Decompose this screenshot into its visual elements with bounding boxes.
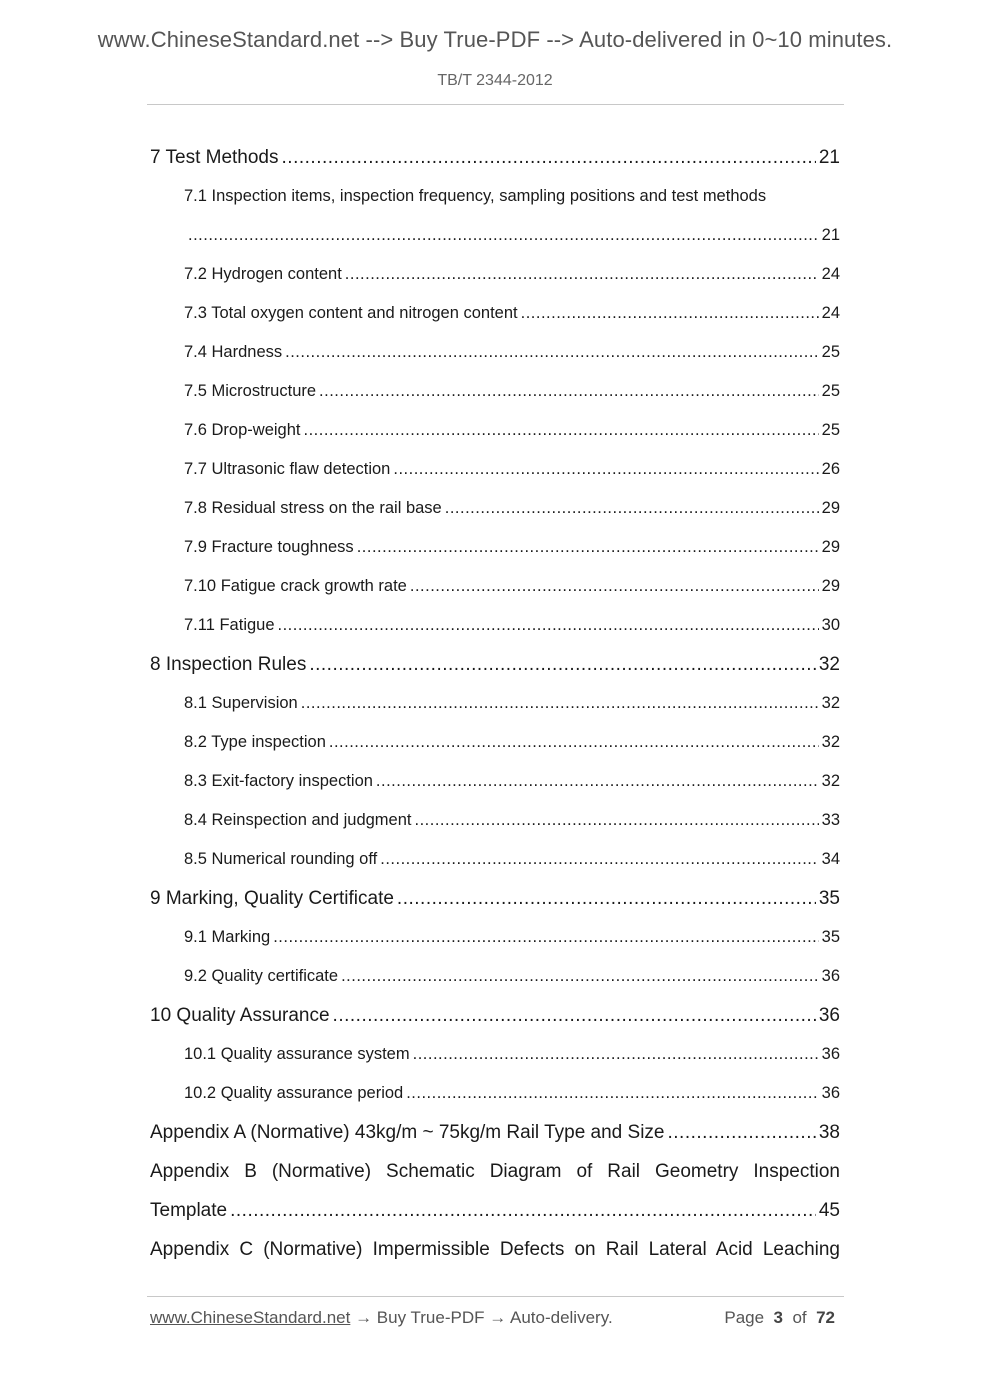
toc-entry[interactable]: 7.3 Total oxygen content and nitrogen content ..... 24 (150, 294, 840, 333)
standard-number: TB/T 2344-2012 (437, 72, 553, 89)
leader-dots (521, 294, 819, 333)
leader-dots (278, 606, 819, 645)
toc-entry[interactable]: 7.9 Fracture toughness ..... 29 (150, 528, 840, 567)
toc-entry[interactable]: 8.2 Type inspection ..... 32 (150, 723, 840, 762)
leader-dots (301, 684, 819, 723)
toc-entry[interactable]: Appendix A (Normative) 43kg/m ~ 75kg/m Rail Type and Size ..... 38 (150, 1113, 840, 1152)
toc-entry[interactable]: 7.5 Microstructure ..... 25 (150, 372, 840, 411)
leader-dots (380, 840, 818, 879)
leader-dots (376, 762, 819, 801)
toc-entry[interactable]: 7 Test Methods ..... 21 (150, 138, 840, 177)
header-banner: www.ChineseStandard.net --> Buy True-PDF --> Auto-delivered in 0~10 minutes. (97, 27, 893, 52)
leader-dots (406, 1074, 818, 1113)
toc-entry[interactable]: 9.1 Marking ..... 35 (150, 918, 840, 957)
leader-dots (413, 1035, 819, 1074)
leader-dots (188, 216, 819, 255)
toc-entry[interactable]: 7.4 Hardness ..... 25 (150, 333, 840, 372)
total-pages: 72 (816, 1308, 835, 1327)
leader-dots (357, 528, 819, 567)
toc-entry[interactable]: 9 Marking, Quality Certificate ..... 35 (150, 879, 840, 918)
toc-entry-continuation[interactable]: ..... 21 (150, 216, 840, 255)
leader-dots (410, 567, 819, 606)
leader-dots (397, 879, 816, 918)
footer-divider (147, 1296, 844, 1297)
current-page: 3 (773, 1308, 783, 1327)
toc-entry[interactable]: 7.2 Hydrogen content ..... 24 (150, 255, 840, 294)
leader-dots (445, 489, 819, 528)
page-footer (150, 1308, 835, 1328)
toc-entry[interactable]: 7.11 Fatigue ..... 30 (150, 606, 840, 645)
page-indicator: Page 3 of 72 (724, 1308, 835, 1327)
toc-entry[interactable]: 8 Inspection Rules ..... 32 (150, 645, 840, 684)
leader-dots (230, 1191, 816, 1230)
leader-dots (668, 1113, 816, 1152)
toc-entry[interactable]: 10 Quality Assurance ..... 36 (150, 996, 840, 1035)
leader-dots (329, 723, 819, 762)
table-of-contents (150, 138, 840, 1269)
toc-entry[interactable]: 7.6 Drop-weight ..... 25 (150, 411, 840, 450)
leader-dots (303, 411, 818, 450)
toc-entry[interactable]: 7.8 Residual stress on the rail base ..... 29 (150, 489, 840, 528)
header-divider (147, 104, 844, 105)
toc-entry[interactable]: 10.1 Quality assurance system ..... 36 (150, 1035, 840, 1074)
leader-dots (282, 138, 816, 177)
toc-entry[interactable]: 7.7 Ultrasonic flaw detection ..... 26 (150, 450, 840, 489)
leader-dots (393, 450, 818, 489)
toc-entry[interactable]: Appendix C (Normative) Impermissible Defects on Rail Lateral Acid Leaching (150, 1239, 840, 1260)
footer-links-text: → Buy True-PDF → Auto-delivery. (350, 1308, 613, 1327)
leader-dots (341, 957, 819, 996)
toc-entry-continuation[interactable]: Template ..... 45 (150, 1191, 840, 1230)
toc-entry[interactable]: 8.4 Reinspection and judgment ..... 33 (150, 801, 840, 840)
leader-dots (333, 996, 816, 1035)
toc-entry[interactable]: 8.5 Numerical rounding off ..... 34 (150, 840, 840, 879)
leader-dots (273, 918, 818, 957)
toc-entry[interactable]: 8.1 Supervision ..... 32 (150, 684, 840, 723)
footer-links (150, 1308, 613, 1328)
leader-dots (415, 801, 819, 840)
toc-entry[interactable]: 9.2 Quality certificate ..... 36 (150, 957, 840, 996)
leader-dots (309, 645, 816, 684)
toc-entry[interactable]: 7.10 Fatigue crack growth rate ..... 29 (150, 567, 840, 606)
leader-dots (285, 333, 819, 372)
toc-entry[interactable]: Appendix B (Normative) Schematic Diagram of Rail Geometry Inspection (150, 1161, 840, 1182)
leader-dots (345, 255, 819, 294)
toc-entry[interactable]: 7.1 Inspection items, inspection frequency, sampling positions and test methods (184, 187, 767, 205)
leader-dots (319, 372, 819, 411)
toc-entry[interactable]: 8.3 Exit-factory inspection ..... 32 (150, 762, 840, 801)
site-link[interactable]: www.ChineseStandard.net (150, 1308, 351, 1327)
toc-entry[interactable]: 10.2 Quality assurance period ..... 36 (150, 1074, 840, 1113)
